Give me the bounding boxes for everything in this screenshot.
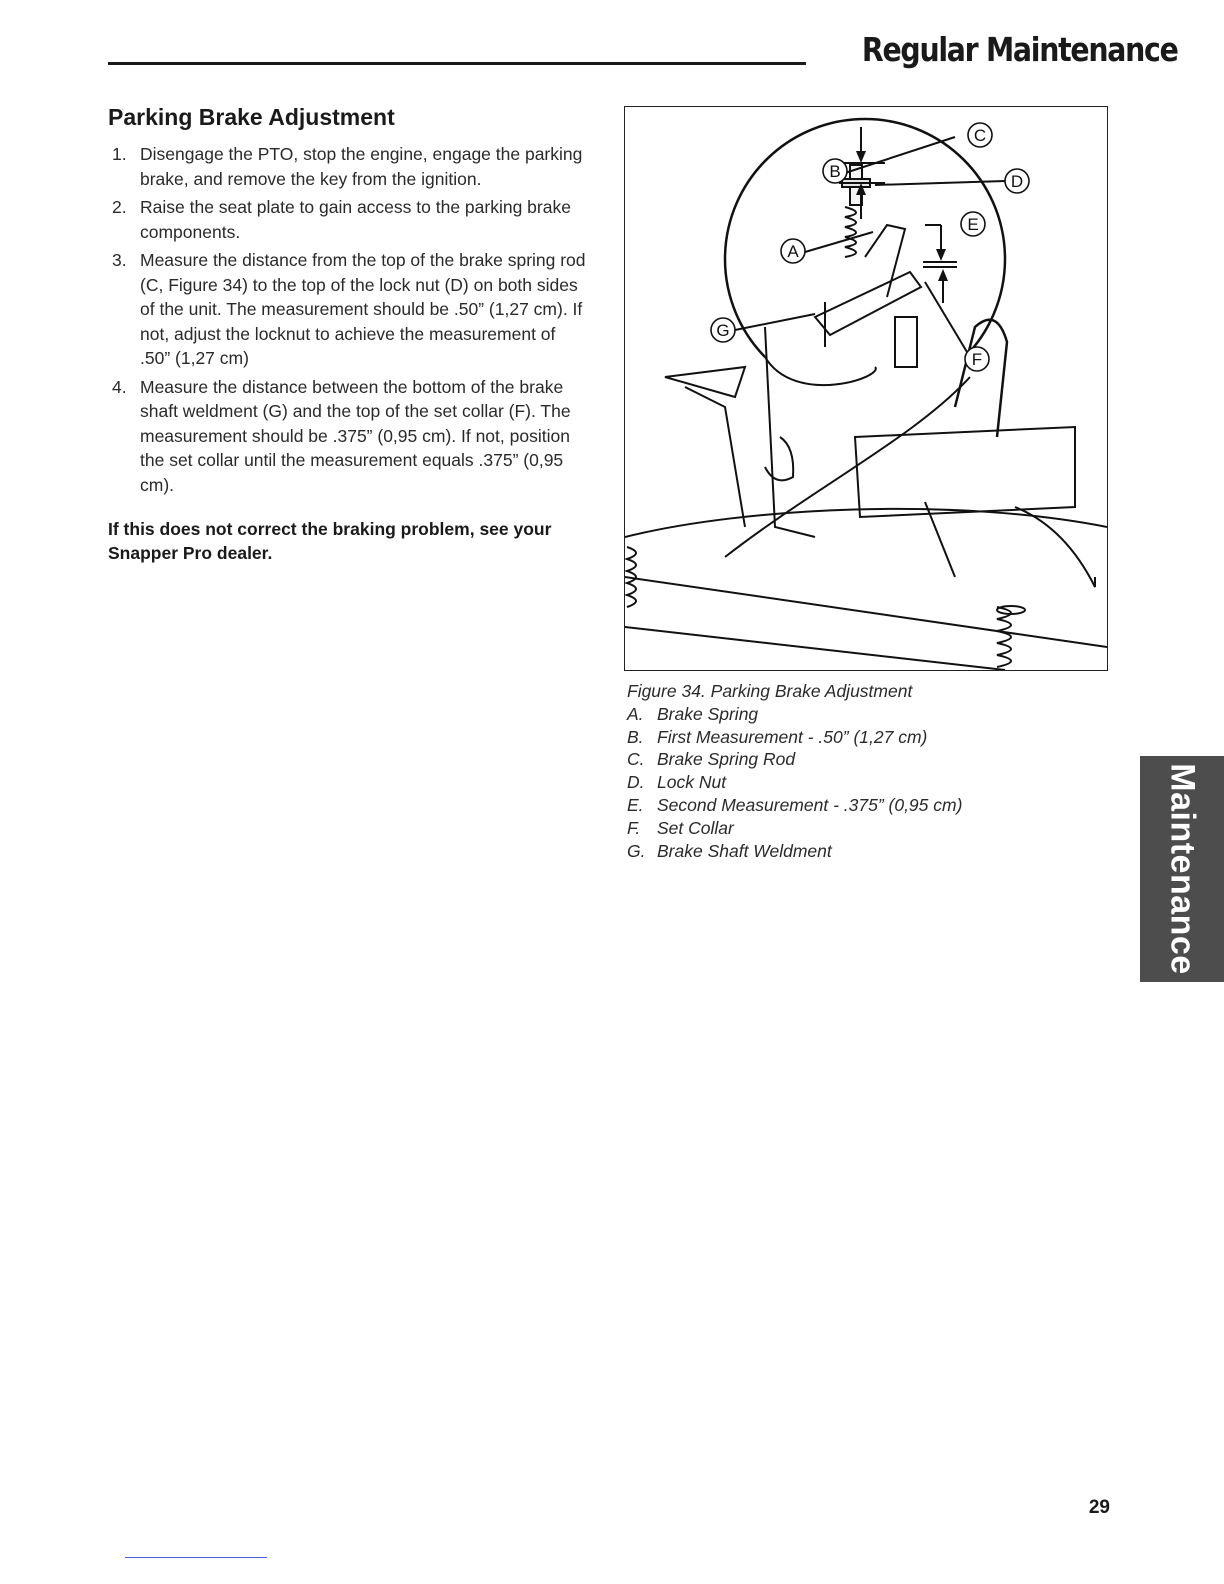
- footer-link-underline: [125, 1557, 267, 1558]
- list-item: [108, 248, 590, 371]
- step-text: Raise the seat plate to gain access to the parking brake components.: [140, 197, 571, 242]
- caption-text: First Measurement - .50” (1,27 cm): [657, 726, 928, 747]
- section-side-tab: [1140, 756, 1224, 982]
- steps-list: [108, 142, 590, 501]
- callout-b: B: [829, 162, 841, 181]
- caption-text: Brake Spring Rod: [657, 749, 796, 770]
- callout-g: G: [716, 321, 730, 340]
- side-tab-label: Maintenance: [1163, 763, 1202, 975]
- section-title: Parking Brake Adjustment: [108, 104, 395, 130]
- step-text: Measure the distance from the top of the brake spring rod (C, Figure 34) to the top of the lock nut (D) on both sides of the unit. The measurement should be .50” (1,27 cm). If not, adjust the locknut to achieve the measurement of .50” (1,27 cm): [140, 250, 586, 368]
- step-number: 1.: [112, 144, 127, 164]
- page-header-title: Regular Maintenance: [861, 30, 1178, 69]
- figure-34-illustration: [624, 106, 1108, 671]
- callout-a: A: [787, 242, 799, 261]
- header-rule: [108, 62, 806, 65]
- figure-caption: [627, 680, 1097, 862]
- caption-text: Set Collar: [657, 817, 734, 838]
- step-number: 4.: [112, 376, 127, 397]
- dealer-note: If this does not correct the braking problem, see your Snapper Pro dealer.: [108, 519, 552, 563]
- list-item: [108, 375, 590, 498]
- caption-item: [627, 771, 1097, 794]
- brake-diagram: [625, 107, 1107, 670]
- step-number: 2.: [112, 197, 127, 217]
- caption-letter: A.: [627, 703, 644, 724]
- callout-c: C: [973, 126, 987, 145]
- caption-letter: F.: [627, 817, 641, 838]
- caption-text: Second Measurement - .375” (0,95 cm): [657, 794, 963, 815]
- caption-item: [627, 794, 1097, 817]
- caption-letter: B.: [627, 726, 644, 747]
- caption-item: [627, 726, 1097, 749]
- caption-title: Figure 34. Parking Brake Adjustment: [627, 681, 913, 701]
- caption-item: [627, 703, 1097, 726]
- caption-item: [627, 840, 1097, 863]
- callout-labels: [711, 123, 1029, 371]
- page-number: 29: [1088, 1497, 1110, 1518]
- caption-letter: G.: [627, 840, 646, 861]
- caption-text: Lock Nut: [657, 772, 727, 793]
- list-item: [108, 142, 590, 191]
- callout-e: E: [967, 215, 979, 234]
- caption-item: [627, 817, 1097, 840]
- caption-letter: C.: [627, 749, 645, 770]
- step-text: Measure the distance between the bottom of the brake shaft weldment (G) and the top of the set collar (F). The measurement should be .375” (0,95 cm). If not, position the set collar until the measurement equals .375” (0,95 cm).: [140, 376, 571, 495]
- list-item: [108, 195, 590, 244]
- caption-letter: D.: [627, 772, 645, 793]
- callout-d: D: [1010, 172, 1024, 191]
- step-number: 3.: [112, 250, 127, 270]
- callout-f: F: [971, 350, 983, 369]
- step-text: Disengage the PTO, stop the engine, engage the parking brake, and remove the key from the ignition.: [140, 144, 583, 189]
- caption-text: Brake Spring: [657, 703, 759, 724]
- caption-item: [627, 748, 1097, 771]
- caption-text: Brake Shaft Weldment: [657, 840, 832, 861]
- caption-letter: E.: [627, 794, 644, 815]
